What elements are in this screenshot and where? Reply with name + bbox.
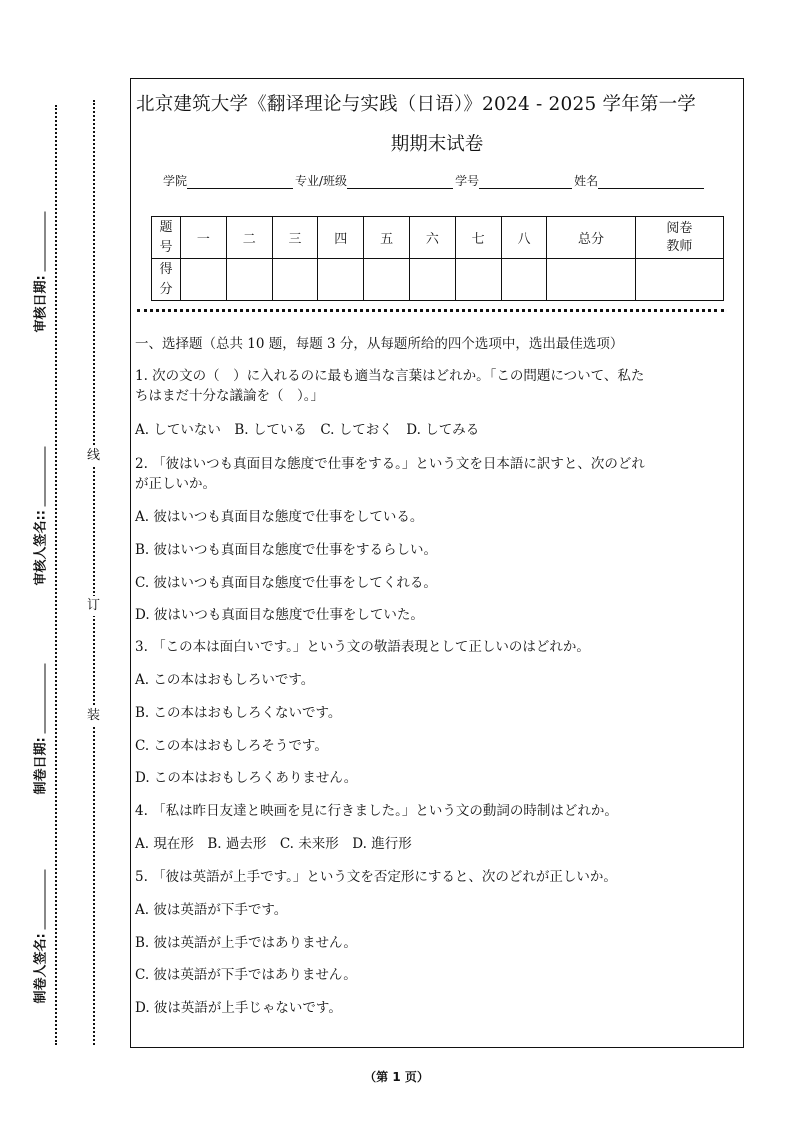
student-info-line [163,172,706,189]
margin-dotted-line-left [55,105,57,1045]
col-6: 六 [409,217,455,259]
q2-option-d: D. 彼はいつも真面目な態度で仕事をしていた。 [135,607,424,623]
col-total: 总分 [547,217,635,259]
score-label: 得分 [159,261,173,297]
section-separator [137,309,724,312]
score-header [152,259,181,301]
section1-heading: 一、选择题（总共 10 题，每题 3 分，从每题所给的四个选项中，选出最佳选项） [135,336,624,352]
question-number-label: 题号 [159,219,173,255]
reviewer-sign-label: 审核人签名:: [33,510,49,586]
col-5: 五 [364,217,410,259]
score-cell-4[interactable] [318,259,364,301]
maker-sign-label: 制卷人签名: [33,933,49,1004]
score-cell-3[interactable] [272,259,318,301]
q5-option-b: B. 彼は英語が上手ではありません。 [135,935,357,951]
q2-option-b: B. 彼はいつも真面目な態度で仕事をするらしい。 [135,542,438,558]
maker-date-label: 制卷日期: [33,737,49,795]
q5-option-c: C. 彼は英語が下手ではありません。 [135,967,357,983]
college-blank[interactable] [187,176,293,189]
score-cell-5[interactable] [364,259,410,301]
q5-stem: 5. 「彼は英語が上手です。」という文を否定形にすると、次のどれが正しいか。 [135,869,617,885]
binding-char-xian: 线 [87,446,100,466]
maker-sign-field [30,846,49,1004]
q5-option-d: D. 彼は英語が上手じゃないです。 [135,1000,342,1016]
score-table-score-row [152,259,724,301]
col-4: 四 [318,217,364,259]
exam-title-line2: 期期末试卷 [390,134,484,155]
col-grader: 阅卷 教师 [635,217,723,259]
binding-char-ding: 订 [87,596,100,616]
q2-option-a: A. 彼はいつも真面目な態度で仕事をしている。 [135,509,424,525]
score-cell-6[interactable] [409,259,455,301]
score-cell-grader[interactable] [635,259,723,301]
q1-line1: 1. 次の文の（ ）に入れるのに最も適当な言葉はどれか。「この問題について、私た [135,368,645,384]
page-number: （第 1 页） [364,1070,429,1084]
reviewer-date-label: 审核日期: [33,275,49,333]
score-cell-8[interactable] [501,259,547,301]
student-id-blank[interactable] [479,176,572,189]
q1-options: A. していない B. している C. しておく D. してみる [135,422,480,438]
score-cell-1[interactable] [181,259,227,301]
question-number-header [152,217,181,259]
reviewer-date-field [30,183,49,333]
score-table-header-row [152,217,724,259]
q2-option-c: C. 彼はいつも真面目な態度で仕事をしてくれる。 [135,575,437,591]
col-7: 七 [455,217,501,259]
col-8: 八 [501,217,547,259]
q1-line2: ちはまだ十分な議論を（ ）。」 [135,388,324,404]
college-label: 学院 [163,174,188,188]
score-cell-total[interactable] [547,259,635,301]
col-2: 二 [226,217,272,259]
score-cell-7[interactable] [455,259,501,301]
score-table [151,216,724,301]
q3-option-c: C. この本はおもしろそうです。 [135,738,328,754]
q5-option-a: A. 彼は英語が下手です。 [135,902,288,918]
q3-option-a: A. この本はおもしろいです。 [135,672,315,688]
major-class-blank[interactable] [347,176,453,189]
reviewer-sign-field [30,422,49,586]
student-id-label: 学号 [455,174,480,188]
col-3: 三 [272,217,318,259]
binding-line [93,100,95,1045]
q4-stem: 4. 「私は昨日友達と映画を見に行きました。」という文の動詞の時制はどれか。 [135,803,618,819]
maker-date-field [30,645,49,795]
q3-option-b: B. この本はおもしろくないです。 [135,705,342,721]
major-class-label: 专业/班级 [295,174,348,188]
name-label: 姓名 [574,174,599,188]
exam-title-line1: 北京建筑大学《翻译理论与实践（日语）》2024 - 2025 学年第一学 [136,94,697,115]
score-cell-2[interactable] [226,259,272,301]
q4-options: A. 現在形 B. 過去形 C. 未来形 D. 進行形 [135,836,412,852]
col-1: 一 [181,217,227,259]
q2-line2: が正しいか。 [135,476,216,492]
q3-stem: 3. 「この本は面白いです。」という文の敬語表現として正しいのはどれか。 [135,639,590,655]
q2-line1: 2. 「彼はいつも真面目な態度で仕事をする。」という文を日本語に訳すと、次のどれ [135,456,645,472]
binding-char-zhuang: 装 [87,706,100,726]
name-blank[interactable] [598,176,704,189]
q3-option-d: D. この本はおもしろくありません。 [135,770,358,786]
